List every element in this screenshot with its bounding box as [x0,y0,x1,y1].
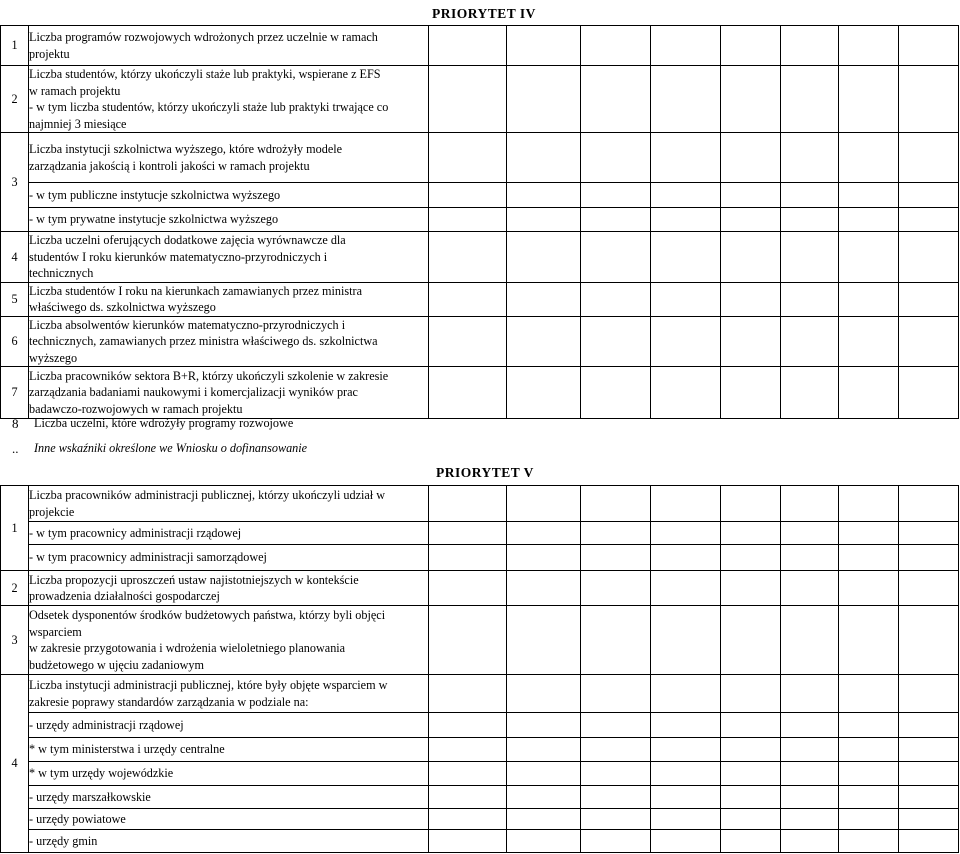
value-cell[interactable] [507,208,581,232]
description-line: technicznych, zamawianych przez ministra właściwego ds. szkolnictwa [29,334,378,348]
description-line: Odsetek dysponentów środków budżetowych państwa, którzy byli objęci [29,608,386,622]
value-cell[interactable] [899,606,959,675]
value-cell[interactable] [581,66,651,133]
indicator-row-other [0,441,420,459]
value-cell[interactable] [899,713,959,738]
value-cell[interactable] [581,183,651,208]
value-cell[interactable] [721,486,781,522]
value-cell[interactable] [429,545,507,571]
value-cell[interactable] [781,183,839,208]
indicator-description [29,809,429,830]
description-line: w zakresie przygotowania i wdrożenia wieloletniego planowania [29,641,346,655]
value-cell[interactable] [507,522,581,545]
description-line: - w tym liczba studentów, którzy ukończyli staże lub praktyki trwające co [29,100,389,114]
value-cell[interactable] [651,545,721,571]
value-cell[interactable] [429,486,507,522]
indicator-table-iv [0,25,959,419]
value-cell[interactable] [581,762,651,786]
indicator-description [29,26,429,66]
value-cell[interactable] [839,738,899,762]
value-cell[interactable] [839,675,899,713]
value-cell[interactable] [429,786,507,809]
description-line: Liczba propozycji uproszczeń ustaw najistotniejszych w kontekście [29,572,359,587]
value-cell[interactable] [899,367,959,419]
value-cell[interactable] [839,208,899,232]
value-cell[interactable] [781,133,839,183]
value-cell[interactable] [839,486,899,522]
value-cell[interactable] [581,809,651,830]
value-cell[interactable] [839,809,899,830]
priority-v-title: PRIORYTET V [436,465,534,480]
value-cell[interactable] [651,367,721,419]
value-cell[interactable] [899,738,959,762]
description-line: budżetowego w ujęciu zadaniowym [29,657,204,672]
value-cell[interactable] [651,762,721,786]
value-cell[interactable] [429,830,507,853]
value-cell[interactable] [651,183,721,208]
description-line: Liczba instytucji administracji publicznej, które były objęte wsparciem w [29,678,388,692]
value-cell[interactable] [507,282,581,316]
value-cell[interactable] [507,606,581,675]
value-cell[interactable] [781,606,839,675]
priority-iv-title: PRIORYTET IV [432,6,536,21]
value-cell[interactable] [651,738,721,762]
value-cell[interactable] [839,232,899,283]
value-cell[interactable] [651,675,721,713]
value-cell[interactable] [721,183,781,208]
description-line: Liczba uczelni oferujących dodatkowe zajęcia wyrównawcze dla [29,233,346,247]
description-line: zakresie poprawy standardów zarządzania w podziale na: [29,694,309,709]
value-cell[interactable] [651,786,721,809]
row-number: 5 [1,282,29,316]
value-cell[interactable] [581,232,651,283]
value-cell[interactable] [651,282,721,316]
value-cell[interactable] [781,367,839,419]
description-line: Liczba studentów I roku na kierunkach zamawianych przez ministra [29,283,362,298]
value-cell[interactable] [721,208,781,232]
value-cell[interactable] [839,133,899,183]
description-line: Liczba pracowników sektora B+R, którzy ukończyli szkolenie w zakresie [29,368,389,383]
value-cell[interactable] [581,316,651,367]
row-number: 6 [1,316,29,367]
value-cell[interactable] [839,522,899,545]
value-cell[interactable] [429,762,507,786]
value-cell[interactable] [899,830,959,853]
description-line: Liczba absolwentów kierunków matematyczno-przyrodniczych i [29,317,346,332]
value-cell[interactable] [581,26,651,66]
indicator-description [29,571,429,606]
value-cell[interactable] [839,571,899,606]
value-cell[interactable] [429,738,507,762]
value-cell[interactable] [651,316,721,367]
priority-iv-table [0,25,959,419]
value-cell[interactable] [899,786,959,809]
description-line: technicznych [29,266,94,280]
value-cell[interactable] [781,786,839,809]
value-cell[interactable] [721,738,781,762]
value-cell[interactable] [507,133,581,183]
value-cell[interactable] [721,809,781,830]
description-line: Liczba programów rozwojowych wdrożonych przez uczelnie w ramach [29,30,378,44]
value-cell[interactable] [781,675,839,713]
value-cell[interactable] [839,830,899,853]
indicator-row [1,316,959,367]
description-line: Liczba instytucji szkolnictwa wyższego, które wdrożyły modele [29,142,343,156]
value-cell[interactable] [839,183,899,208]
indicator-description [29,183,429,208]
description-line: badawczo-rozwojowych w ramach projektu [29,401,243,416]
description-line: * w tym ministerstwa i urzędy centralne [29,742,225,757]
value-cell[interactable] [781,66,839,133]
indicator-row [1,522,959,545]
value-cell[interactable] [651,486,721,522]
indicator-description [29,713,429,738]
value-cell[interactable] [721,830,781,853]
description-line: - urzędy administracji rządowej [29,717,184,732]
description-line: - w tym publiczne instytucje szkolnictwa wyższego [29,187,281,202]
value-cell[interactable] [507,66,581,133]
value-cell[interactable] [429,316,507,367]
indicator-description [29,282,429,316]
value-cell[interactable] [651,133,721,183]
value-cell[interactable] [581,522,651,545]
value-cell[interactable] [507,762,581,786]
value-cell[interactable] [429,367,507,419]
value-cell[interactable] [651,522,721,545]
value-cell[interactable] [429,66,507,133]
value-cell[interactable] [721,26,781,66]
value-cell[interactable] [781,571,839,606]
value-cell[interactable] [507,367,581,419]
row-number: 2 [1,66,29,133]
value-cell[interactable] [839,316,899,367]
description-line: prowadzenia działalności gospodarczej [29,589,220,603]
value-cell[interactable] [581,738,651,762]
value-cell[interactable] [429,133,507,183]
row-number: 3 [1,606,29,675]
value-cell[interactable] [581,545,651,571]
row-number: 2 [1,571,29,606]
description-line: - w tym prywatne instytucje szkolnictwa wyższego [29,212,279,227]
value-cell[interactable] [507,486,581,522]
value-cell[interactable] [507,675,581,713]
indicator-description [29,133,429,183]
value-cell[interactable] [721,282,781,316]
value-cell[interactable] [429,606,507,675]
description-line: - urzędy gmin [29,833,98,848]
value-cell[interactable] [781,762,839,786]
description-line: najmniej 3 miesiące [29,116,127,131]
value-cell[interactable] [721,786,781,809]
row-number: 4 [1,232,29,283]
value-cell[interactable] [899,545,959,571]
indicator-table-v [0,485,959,853]
value-cell[interactable] [781,486,839,522]
value-cell[interactable] [781,208,839,232]
value-cell[interactable] [507,183,581,208]
indicator-row [1,809,959,830]
value-cell[interactable] [781,830,839,853]
value-cell[interactable] [839,282,899,316]
value-cell[interactable] [651,571,721,606]
description-line: zarządzania jakością i kontroli jakości w ramach projektu [29,158,310,173]
indicator-row [1,606,959,675]
value-cell[interactable] [839,367,899,419]
value-cell[interactable] [507,316,581,367]
indicator-row [1,367,959,419]
value-cell[interactable] [721,316,781,367]
value-cell[interactable] [581,713,651,738]
indicator-description [29,316,429,367]
value-cell[interactable] [429,282,507,316]
indicator-row [1,66,959,133]
indicator-row [1,738,959,762]
value-cell[interactable] [899,66,959,133]
row-number: 4 [1,675,29,853]
value-cell[interactable] [899,675,959,713]
priority-v-table [0,485,959,853]
value-cell[interactable] [899,232,959,283]
value-cell[interactable] [429,809,507,830]
description-line: wyższego [29,350,78,365]
value-cell[interactable] [839,26,899,66]
indicator-description [29,66,429,133]
value-cell[interactable] [781,282,839,316]
description-line: projektu [29,46,70,61]
value-cell[interactable] [507,545,581,571]
value-cell[interactable] [581,486,651,522]
value-cell[interactable] [721,571,781,606]
value-cell[interactable] [651,606,721,675]
description-line: Liczba pracowników administracji publicznej, którzy ukończyli udział w [29,488,386,502]
value-cell[interactable] [651,26,721,66]
value-cell[interactable] [429,571,507,606]
indicator-row [1,282,959,316]
value-cell[interactable] [721,66,781,133]
value-cell[interactable] [721,606,781,675]
value-cell[interactable] [839,545,899,571]
value-cell[interactable] [781,26,839,66]
value-cell[interactable] [581,606,651,675]
value-cell[interactable] [651,809,721,830]
indicator-description [29,738,429,762]
value-cell[interactable] [899,183,959,208]
indicator-row [1,486,959,522]
value-cell[interactable] [721,762,781,786]
value-cell[interactable] [507,738,581,762]
value-cell[interactable] [899,762,959,786]
value-cell[interactable] [429,183,507,208]
value-cell[interactable] [721,545,781,571]
value-cell[interactable] [581,133,651,183]
value-cell[interactable] [839,66,899,133]
indicator-description [29,367,429,419]
value-cell[interactable] [721,133,781,183]
indicator-row [1,183,959,208]
row-number: 1 [1,486,29,571]
value-cell[interactable] [507,232,581,283]
description-line: projekcie [29,504,75,519]
value-cell[interactable] [839,786,899,809]
value-cell[interactable] [899,282,959,316]
value-cell[interactable] [781,738,839,762]
row-number: 1 [1,26,29,66]
description-line: w ramach projektu [29,83,121,98]
description-line: studentów I roku kierunków matematyczno-przyrodniczych i [29,249,328,264]
row-number: 8 [12,416,19,431]
value-cell[interactable] [721,367,781,419]
value-cell[interactable] [581,571,651,606]
value-cell[interactable] [899,133,959,183]
description-line: wsparciem [29,624,82,639]
value-cell[interactable] [651,232,721,283]
value-cell[interactable] [507,830,581,853]
value-cell[interactable] [429,522,507,545]
row-number: 7 [1,367,29,419]
value-cell[interactable] [899,26,959,66]
value-cell[interactable] [651,66,721,133]
value-cell[interactable] [581,786,651,809]
value-cell[interactable] [721,522,781,545]
indicator-description [29,522,429,545]
description-line: właściwego ds. szkolnictwa wyższego [29,300,216,314]
indicator-description [29,762,429,786]
description-line: zarządzania badaniami naukowymi i komercjalizacji wyników prac [29,385,358,400]
value-cell[interactable] [507,786,581,809]
value-cell[interactable] [899,316,959,367]
value-cell[interactable] [429,675,507,713]
description-line: - urzędy powiatowe [29,811,126,826]
value-cell[interactable] [781,232,839,283]
indicator-row [1,232,959,283]
value-cell[interactable] [839,713,899,738]
indicator-description [29,606,429,675]
description-line: * w tym urzędy wojewódzkie [29,766,174,781]
row-number: 3 [1,133,29,232]
indicator-row [1,762,959,786]
indicator-description [29,675,429,713]
value-cell[interactable] [651,713,721,738]
value-cell[interactable] [581,367,651,419]
indicator-row [1,208,959,232]
indicator-description [29,786,429,809]
indicator-row [1,713,959,738]
value-cell[interactable] [781,316,839,367]
indicator-description [29,830,429,853]
indicator-description [29,208,429,232]
indicator-row [1,786,959,809]
value-cell[interactable] [839,762,899,786]
indicator-row-8 [0,414,420,434]
value-cell[interactable] [581,675,651,713]
value-cell[interactable] [781,545,839,571]
value-cell[interactable] [899,486,959,522]
row-number: .. [12,441,19,456]
indicator-row [1,830,959,853]
indicator-row [1,571,959,606]
value-cell[interactable] [581,208,651,232]
value-cell[interactable] [507,571,581,606]
value-cell[interactable] [429,26,507,66]
value-cell[interactable] [507,713,581,738]
value-cell[interactable] [429,713,507,738]
indicator-row [1,133,959,183]
value-cell[interactable] [651,208,721,232]
value-cell[interactable] [651,830,721,853]
indicator-description [29,232,429,283]
value-cell[interactable] [721,713,781,738]
value-cell[interactable] [781,522,839,545]
value-cell[interactable] [899,809,959,830]
description-line: - w tym pracownicy administracji rządowej [29,525,242,540]
value-cell[interactable] [581,282,651,316]
value-cell[interactable] [781,713,839,738]
description-line: - w tym pracownicy administracji samorządowej [29,550,267,565]
indicator-row [1,26,959,66]
value-cell[interactable] [899,522,959,545]
value-cell[interactable] [507,809,581,830]
value-cell[interactable] [507,26,581,66]
value-cell[interactable] [721,675,781,713]
indicator-row [1,545,959,571]
value-cell[interactable] [899,571,959,606]
value-cell[interactable] [429,208,507,232]
indicator-description [29,486,429,522]
value-cell[interactable] [721,232,781,283]
value-cell[interactable] [899,208,959,232]
description-line: Liczba studentów, którzy ukończyli staże lub praktyki, wspierane z EFS [29,67,381,81]
indicator-row [1,675,959,713]
value-cell[interactable] [781,809,839,830]
value-cell[interactable] [581,830,651,853]
value-cell[interactable] [839,606,899,675]
indicator-label-italic: Inne wskaźniki określone we Wniosku o dofinansowanie [34,441,308,455]
indicator-description [29,545,429,571]
value-cell[interactable] [429,232,507,283]
indicator-label: Liczba uczelni, które wdrożyły programy rozwojowe [34,416,294,430]
description-line: - urzędy marszałkowskie [29,789,151,804]
